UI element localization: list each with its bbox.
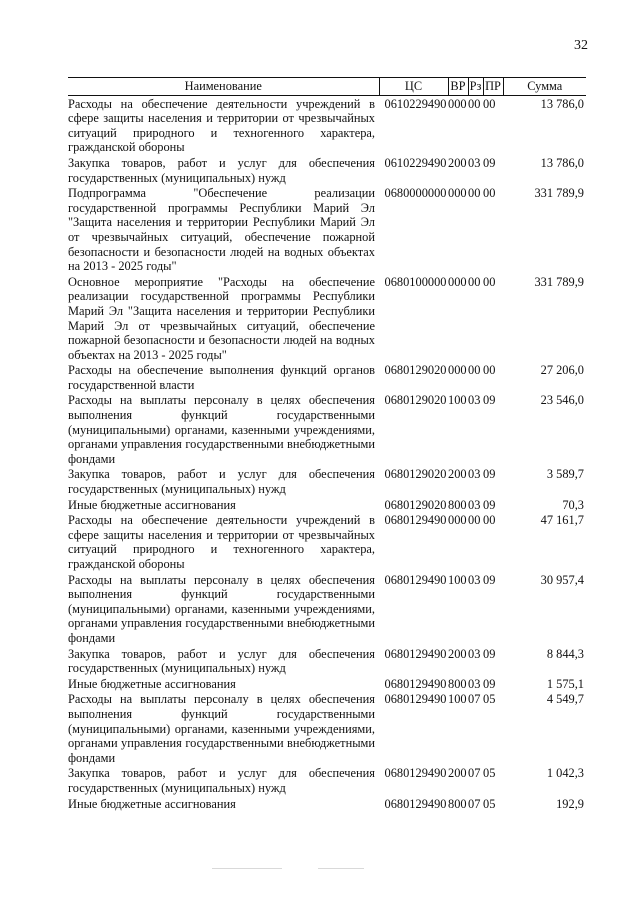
row-vr: 200	[448, 646, 467, 661]
row-sum: 8 844,3	[546, 646, 584, 661]
row-pr: 09	[483, 467, 496, 482]
row-rz: 00	[468, 96, 481, 111]
row-name: Закупка товаров, работ и услуг для обеспечения государственных (муниципальных) нужд	[68, 646, 375, 676]
row-vr: 000	[448, 274, 467, 289]
row-cs: 0680129490	[384, 692, 447, 707]
row-pr: 09	[483, 155, 496, 170]
row-name: Иные бюджетные ассигнования	[68, 796, 236, 811]
row-sum: 30 957,4	[540, 572, 584, 587]
row-name: Иные бюджетные ассигнования	[68, 497, 236, 512]
row-vr: 200	[448, 155, 467, 170]
row-rz: 03	[468, 393, 481, 408]
row-sum: 192,9	[556, 796, 584, 811]
row-cs: 0680129490	[384, 766, 447, 781]
table-row	[68, 155, 586, 185]
table-row	[68, 572, 586, 646]
row-name: Закупка товаров, работ и услуг для обеспечения государственных (муниципальных) нужд	[68, 467, 375, 497]
row-pr: 05	[483, 796, 496, 811]
row-cs: 0680100000	[384, 274, 447, 289]
row-sum: 47 161,7	[540, 513, 584, 528]
row-pr: 09	[483, 646, 496, 661]
row-rz: 00	[468, 513, 481, 528]
table-row	[68, 362, 586, 392]
row-cs: 0680000000	[384, 186, 447, 201]
header-cs: ЦС	[379, 78, 448, 96]
row-sum: 23 546,0	[540, 393, 584, 408]
row-vr: 800	[448, 796, 467, 811]
row-rz: 07	[468, 796, 481, 811]
row-rz: 00	[468, 186, 481, 201]
row-cs: 0610229490	[384, 155, 447, 170]
row-sum: 331 789,9	[534, 274, 584, 289]
row-sum: 70,3	[562, 497, 584, 512]
row-sum: 27 206,0	[540, 363, 584, 378]
page-number: 32	[574, 38, 588, 53]
row-cs: 0680129020	[384, 363, 447, 378]
scan-artifact	[318, 868, 364, 869]
table-row	[68, 512, 586, 571]
row-vr: 000	[448, 96, 467, 111]
row-vr: 100	[448, 393, 467, 408]
header-vr: ВР	[448, 78, 468, 96]
row-cs: 0610229490	[384, 96, 447, 111]
row-cs: 0680129020	[384, 393, 447, 408]
row-sum: 1 042,3	[546, 766, 584, 781]
table-row	[68, 796, 586, 812]
row-sum: 331 789,9	[534, 186, 584, 201]
row-sum: 4 549,7	[546, 692, 584, 707]
row-sum: 13 786,0	[540, 96, 584, 111]
row-cs: 0680129490	[384, 513, 447, 528]
row-cs: 0680129490	[384, 572, 447, 587]
row-pr: 00	[483, 513, 496, 528]
row-pr: 00	[483, 96, 496, 111]
table-row	[68, 691, 586, 765]
row-vr: 200	[448, 467, 467, 482]
header-rz: Рз	[468, 78, 483, 96]
row-vr: 000	[448, 513, 467, 528]
table-row	[68, 392, 586, 466]
table-row	[68, 185, 586, 274]
row-sum: 1 575,1	[546, 676, 584, 691]
row-rz: 03	[468, 497, 481, 512]
row-rz: 07	[468, 692, 481, 707]
table-row	[68, 676, 586, 692]
row-cs: 0680129020	[384, 497, 447, 512]
row-pr: 05	[483, 766, 496, 781]
table-row	[68, 765, 586, 795]
row-vr: 100	[448, 572, 467, 587]
row-rz: 03	[468, 572, 481, 587]
row-pr: 00	[483, 363, 496, 378]
row-vr: 100	[448, 692, 467, 707]
table-row	[68, 95, 586, 155]
row-name: Расходы на обеспечение выполнения функций органов государственной власти	[68, 363, 375, 392]
row-vr: 200	[448, 766, 467, 781]
row-name: Расходы на выплаты персоналу в целях обеспечения выполнения функций государственными (муниципальными) органами, казенными учреждениями, органами управления государственными внебюджетными фондами	[68, 572, 375, 645]
budget-table	[68, 77, 586, 811]
row-name: Закупка товаров, работ и услуг для обеспечения государственных (муниципальных) нужд	[68, 766, 375, 795]
table-body	[68, 95, 586, 811]
row-name: Расходы на выплаты персоналу в целях обеспечения выполнения функций государственными (муниципальными) органами, казенными учреждениями, органами управления государственными внебюджетными фондами	[68, 393, 375, 466]
header-name: Наименование	[68, 78, 379, 96]
table-row	[68, 274, 586, 363]
row-rz: 03	[468, 155, 481, 170]
row-pr: 09	[483, 676, 496, 691]
row-pr: 09	[483, 497, 496, 512]
row-rz: 03	[468, 646, 481, 661]
header-pr: ПР	[483, 78, 503, 96]
table-row	[68, 646, 586, 676]
row-vr: 800	[448, 497, 467, 512]
row-pr: 00	[483, 274, 496, 289]
row-pr: 00	[483, 186, 496, 201]
row-rz: 00	[468, 274, 481, 289]
row-vr: 000	[448, 363, 467, 378]
row-name: Подпрограмма "Обеспечение реализации государственной программы Республики Марий Эл "Защита населения и территории Республики Марий Эл от чрезвычайных ситуаций, обеспечение пожарной безопасности и безопасности людей на водных объектах на 2013 - 2025 годы"	[68, 186, 375, 274]
scan-artifact	[212, 868, 282, 869]
row-cs: 0680129490	[384, 646, 447, 661]
row-vr: 000	[448, 186, 467, 201]
table-row	[68, 466, 586, 496]
row-name: Расходы на обеспечение деятельности учреждений в сфере защиты населения и территории от чрезвычайных ситуаций природного и техногенного характера, гражданской обороны	[68, 96, 375, 155]
row-pr: 09	[483, 572, 496, 587]
table-row	[68, 497, 586, 513]
table-header	[68, 78, 586, 96]
row-name: Иные бюджетные ассигнования	[68, 676, 236, 691]
row-name: Закупка товаров, работ и услуг для обеспечения государственных (муниципальных) нужд	[68, 155, 375, 185]
row-cs: 0680129020	[384, 467, 447, 482]
row-name: Основное мероприятие "Расходы на обеспечение реализации государственной программы Республики Марий Эл "Защита населения и территории Республики Марий Эл от чрезвычайных ситуаций, обеспечение пожарной безопасности и безопасности людей на водных объектах на 2013 - 2025 годы"	[68, 274, 375, 362]
row-sum: 3 589,7	[546, 467, 584, 482]
row-rz: 07	[468, 766, 481, 781]
row-cs: 0680129490	[384, 676, 447, 691]
row-sum: 13 786,0	[540, 155, 584, 170]
row-cs: 0680129490	[384, 796, 447, 811]
row-rz: 00	[468, 363, 481, 378]
row-rz: 03	[468, 467, 481, 482]
header-sum: Сумма	[503, 78, 586, 96]
row-vr: 800	[448, 676, 467, 691]
row-name: Расходы на обеспечение деятельности учреждений в сфере защиты населения и территории от чрезвычайных ситуаций природного и техногенного характера, гражданской обороны	[68, 513, 375, 571]
row-name: Расходы на выплаты персоналу в целях обеспечения выполнения функций государственными (муниципальными) органами, казенными учреждениями, органами управления государственными внебюджетными фондами	[68, 692, 375, 765]
row-pr: 09	[483, 393, 496, 408]
row-pr: 05	[483, 692, 496, 707]
row-rz: 03	[468, 676, 481, 691]
